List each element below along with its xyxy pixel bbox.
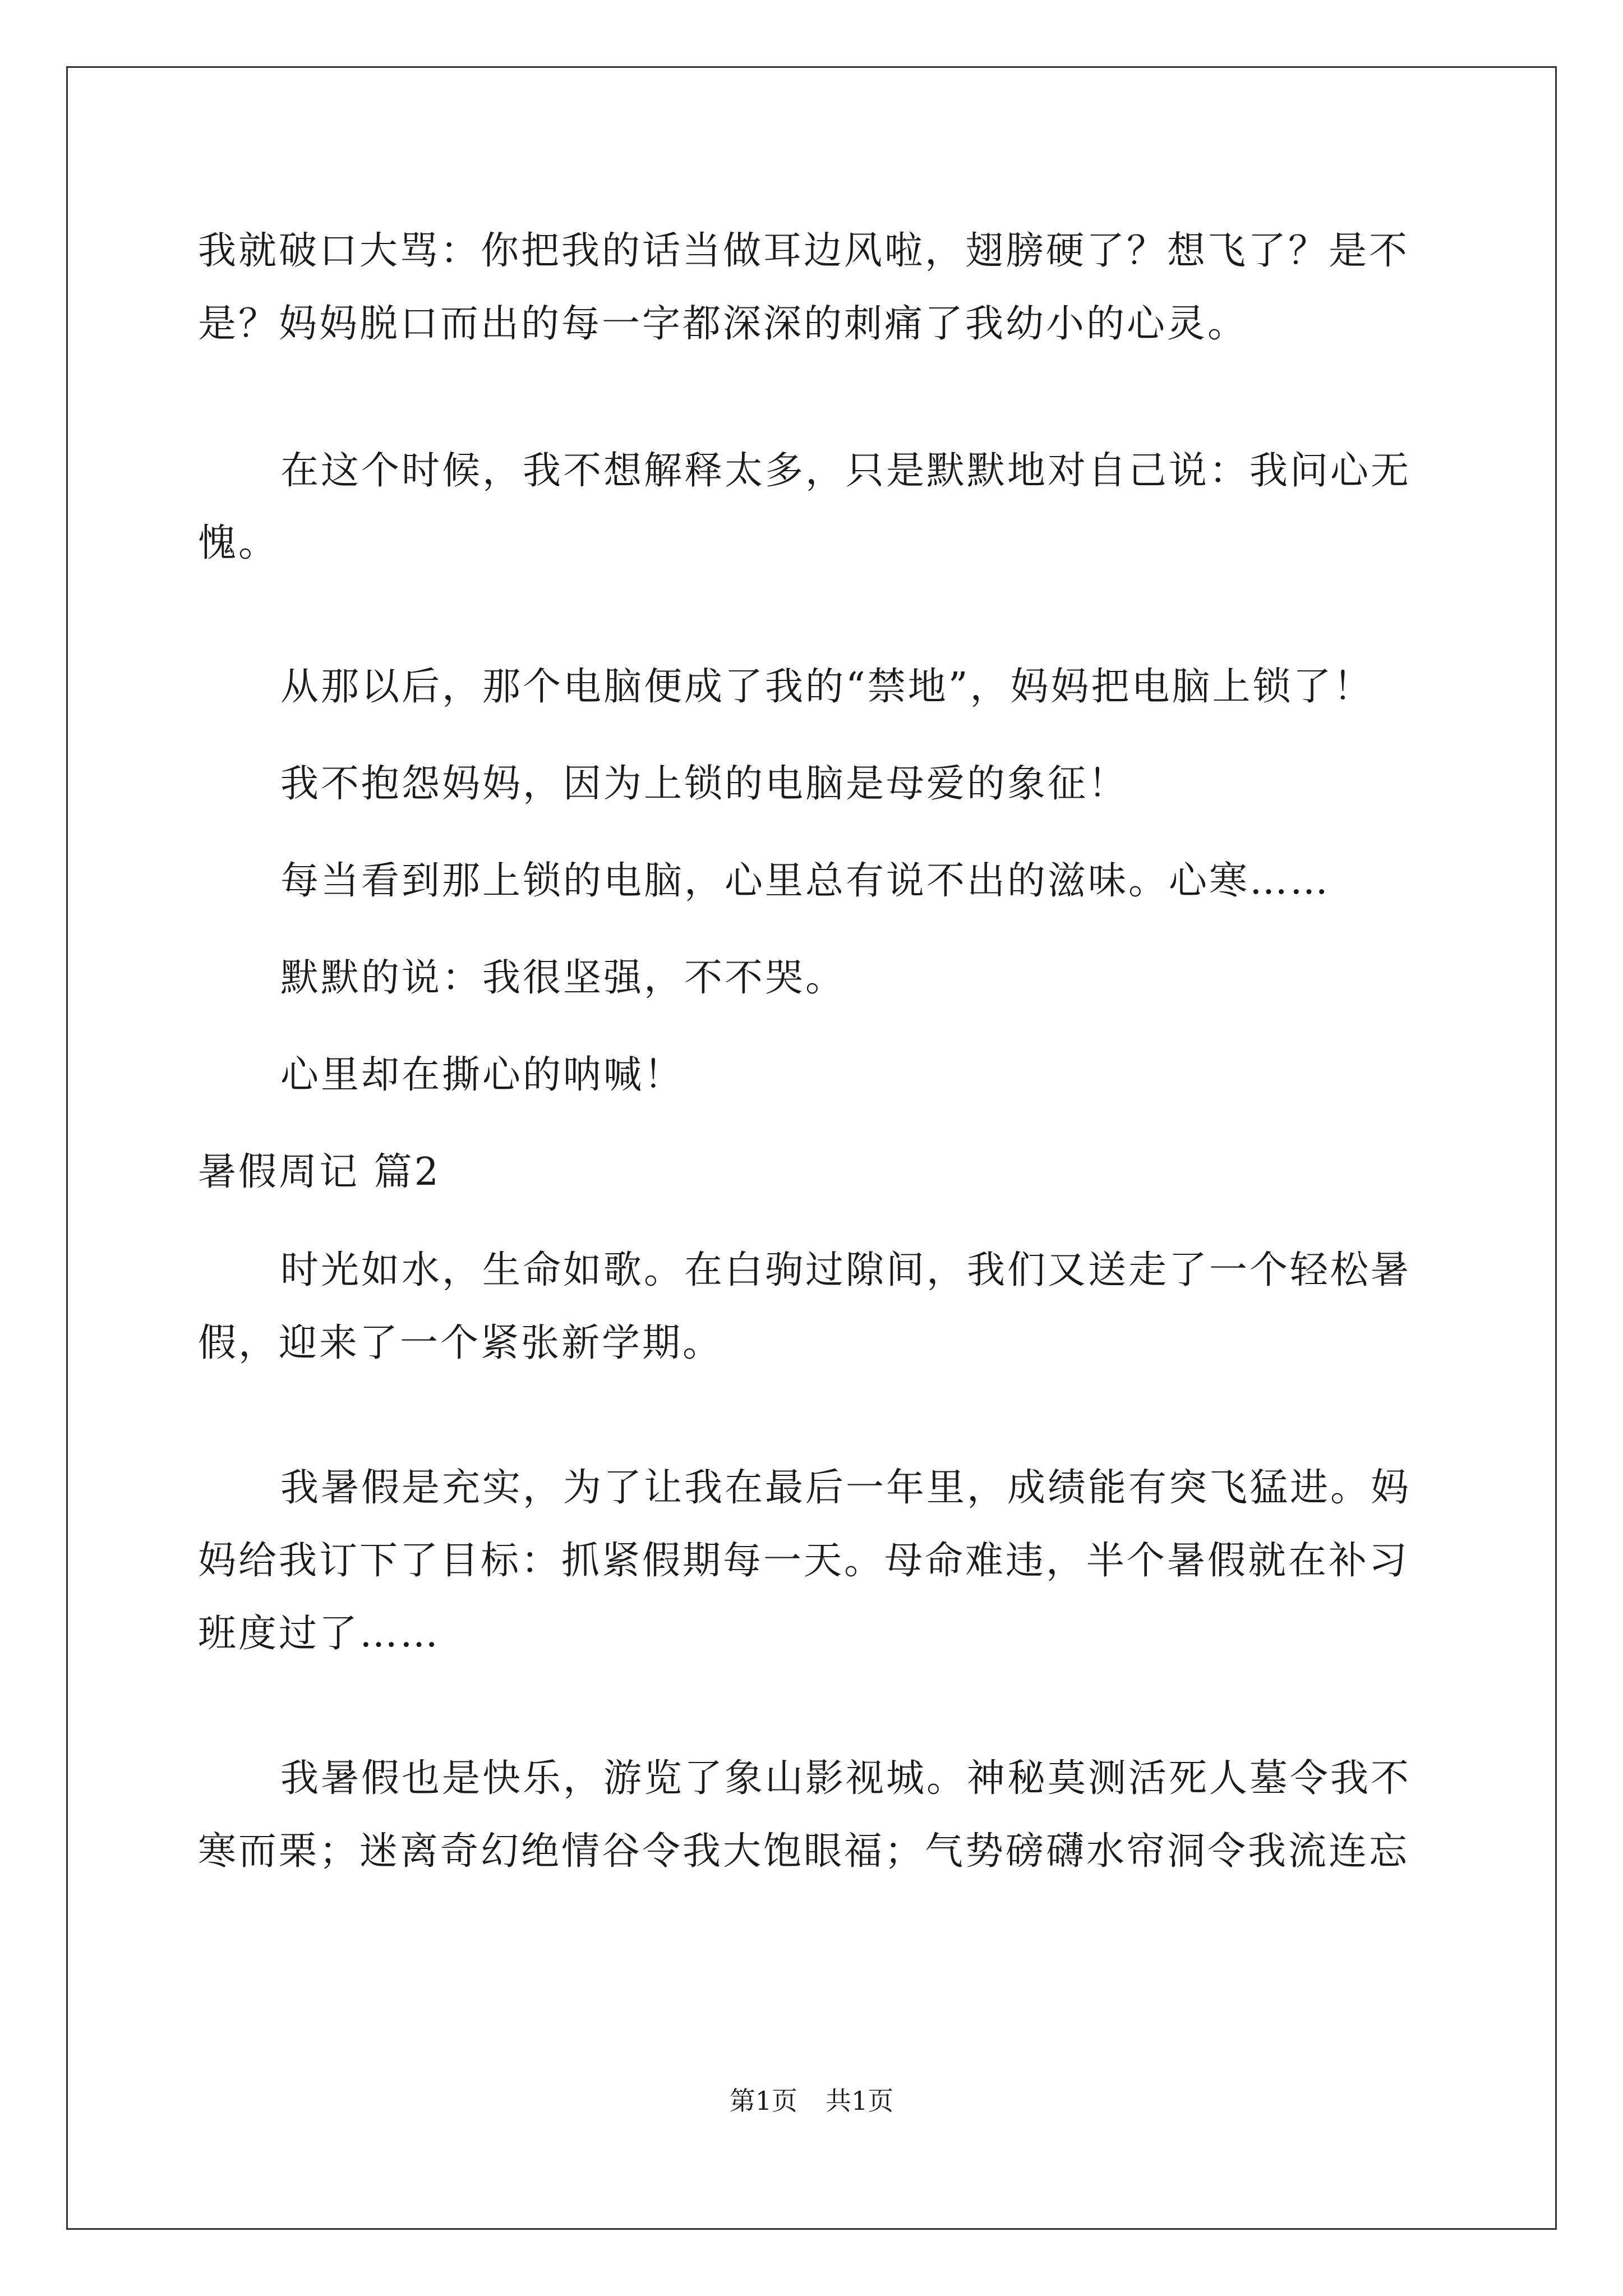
text-line: 我就破口大骂：你把我的话当做耳边风啦，翅膀硬了？想飞了？是不 bbox=[198, 229, 1410, 273]
section-heading: 暑假周记 篇2 bbox=[198, 1150, 441, 1194]
text-line: 班度过了…… bbox=[198, 1612, 441, 1656]
text-line: 默默的说：我很坚强，不不哭。 bbox=[280, 956, 846, 1000]
text-line: 寒而栗；迷离奇幻绝情谷令我大饱眼福；气势磅礴水帘洞令我流连忘 bbox=[198, 1829, 1410, 1874]
text-line: 每当看到那上锁的电脑，心里总有说不出的滋味。心寒…… bbox=[280, 859, 1331, 903]
page-footer bbox=[0, 2084, 1623, 2118]
text-line: 是？妈妈脱口而出的每一字都深深的刺痛了我幼小的心灵。 bbox=[198, 302, 1248, 346]
text-line: 我暑假是充实，为了让我在最后一年里，成绩能有突飞猛进。妈 bbox=[280, 1466, 1412, 1510]
text-line: 心里却在撕心的呐喊！ bbox=[280, 1053, 685, 1097]
text-line: 愧。 bbox=[198, 521, 279, 565]
page-total: 共1页 bbox=[826, 2086, 894, 2116]
text-line: 时光如水，生命如歌。在白驹过隙间，我们又送走了一个轻松暑 bbox=[280, 1248, 1412, 1292]
text-line: 假，迎来了一个紧张新学期。 bbox=[198, 1321, 723, 1365]
text-line: 从那以后，那个电脑便成了我的“禁地”，妈妈把电脑上锁了！ bbox=[280, 665, 1374, 709]
page-number: 第1页 bbox=[729, 2086, 797, 2116]
text-line: 我不抱怨妈妈，因为上锁的电脑是母爱的象征！ bbox=[280, 762, 1129, 806]
text-line: 在这个时候，我不想解释太多，只是默默地对自己说：我问心无 bbox=[280, 449, 1412, 493]
text-line: 我暑假也是快乐，游览了象山影视城。神秘莫测活死人墓令我不 bbox=[280, 1756, 1412, 1801]
text-line: 妈给我订下了目标：抓紧假期每一天。母命难违，半个暑假就在补习 bbox=[198, 1539, 1410, 1583]
